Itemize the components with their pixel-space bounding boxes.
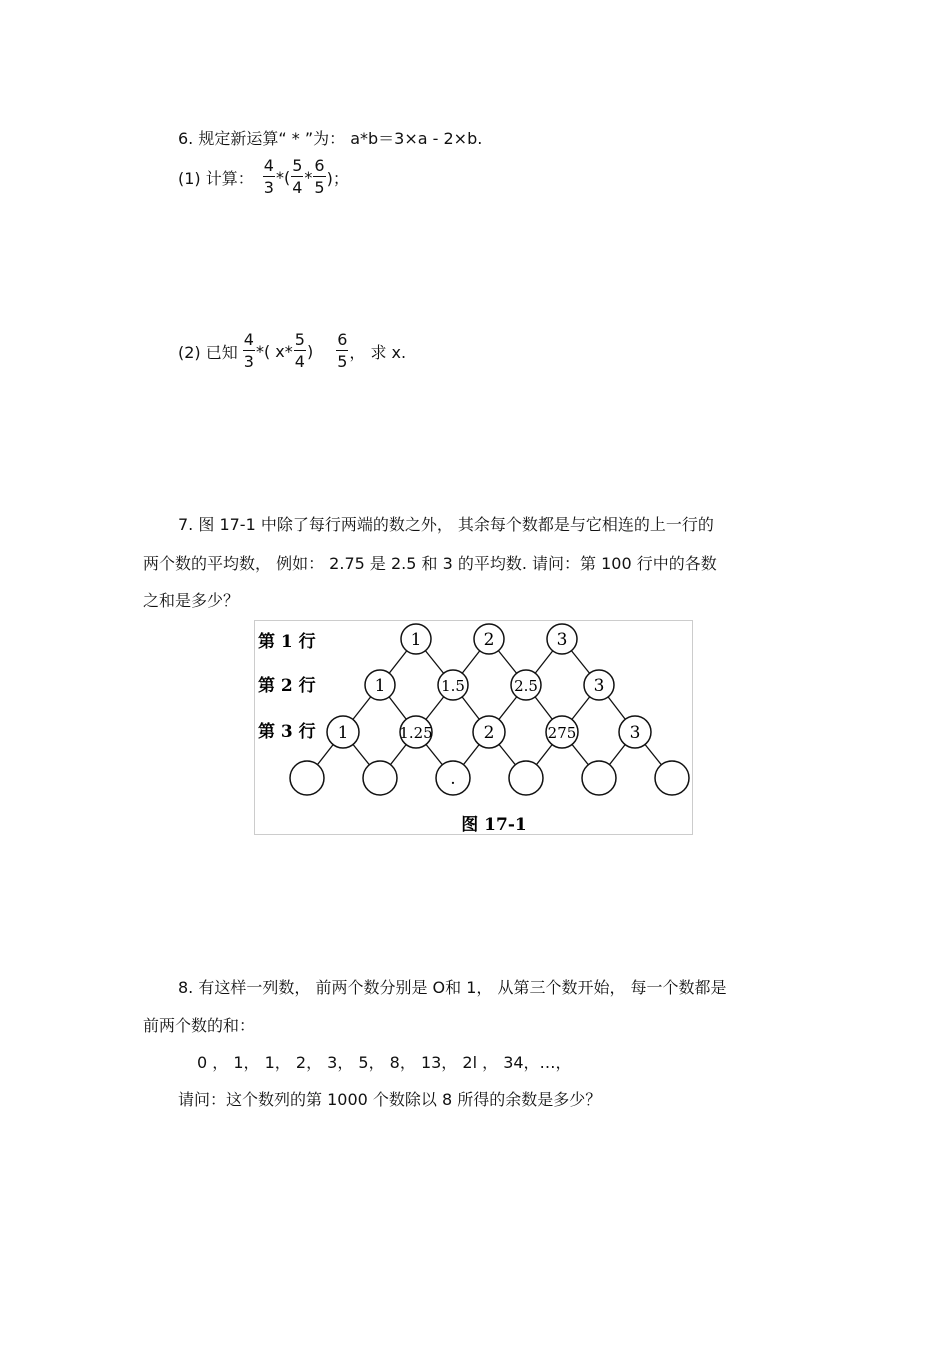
q8-line1: 8. 有这样一列数， 前两个数分别是 O和 1， 从第三个数开始， 每一个数都是: [178, 978, 727, 997]
node-circle: [290, 761, 324, 795]
node-value: 1.5: [441, 677, 465, 695]
q7-line3: 之和是多少？: [143, 591, 240, 610]
row-label-3: 第 3 行: [258, 722, 316, 742]
fraction-numerator: 5: [294, 330, 305, 349]
q6-part2-fraction-1: [243, 332, 255, 370]
q6-part2-fraction-2: [294, 332, 306, 370]
q8-sequence: 0 ， 1， 1， 2， 3， 5， 8， 13， 2l ， 34，…，: [197, 1053, 572, 1072]
q6-part2-op1: *( x*: [255, 341, 293, 361]
fraction-denominator: 5: [314, 178, 325, 197]
node-value: 1.25: [399, 724, 433, 742]
figure-17-1: [254, 620, 694, 835]
fraction-numerator: 4: [263, 156, 274, 175]
q6-part2: [178, 332, 406, 370]
fraction-denominator: 3: [263, 178, 274, 197]
node-value: 1: [374, 676, 386, 696]
node-value: 2: [483, 723, 495, 743]
q6-part2-fraction-3: [336, 332, 348, 370]
q7-line2: 两个数的平均数， 例如： 2.75 是 2.5 和 3 的平均数. 请问：第 100 行中的各数: [143, 554, 717, 573]
q6-part1-fraction-1: [263, 158, 275, 196]
node-value: 2: [483, 630, 495, 650]
node-value: 275: [547, 724, 577, 742]
q6-part1-label: (1) 计算：: [178, 168, 254, 188]
fraction-numerator: 6: [337, 330, 348, 349]
node-value: 2.5: [514, 677, 538, 695]
figure-caption: 图 17-1: [461, 815, 527, 835]
fraction-numerator: 5: [292, 156, 303, 175]
q6-part1-end: )；: [326, 168, 349, 188]
q6-title: 6. 规定新运算“ * ”为： a*b＝3×a - 2×b.: [178, 129, 483, 148]
node-circle: [655, 761, 689, 795]
row-label-2: 第 2 行: [258, 676, 316, 696]
fraction-numerator: 6: [314, 156, 325, 175]
node-value: 1: [337, 723, 349, 743]
q6-part1-fraction-2: [291, 158, 303, 196]
row-label-1: 第 1 行: [258, 632, 316, 652]
node-value: .: [450, 769, 456, 789]
q6-part1-fraction-3: [313, 158, 325, 196]
node-circle: [509, 761, 543, 795]
node-value: 3: [629, 723, 641, 743]
q6-part2-op2: ): [306, 341, 314, 361]
q8-line2: 前两个数的和：: [143, 1016, 256, 1035]
node-value: 3: [556, 630, 568, 650]
node-value: 3: [593, 676, 605, 696]
q7-line1: 7. 图 17-1 中除了每行两端的数之外， 其余每个数都是与它相连的上一行的: [178, 515, 714, 534]
fraction-denominator: 3: [243, 352, 254, 371]
fraction-denominator: 4: [294, 352, 305, 371]
q6-part1: [178, 158, 349, 196]
fraction-denominator: 4: [292, 178, 303, 197]
q6-part2-end: ， 求 x.: [349, 342, 407, 362]
q6-part1-op1: *(: [275, 167, 291, 187]
fraction-numerator: 4: [243, 330, 254, 349]
node-circle: [582, 761, 616, 795]
q8-question: 请问：这个数列的第 1000 个数除以 8 所得的余数是多少？: [178, 1090, 602, 1109]
q6-part1-op2: *: [304, 167, 313, 187]
q6-part2-label: (2) 已知: [178, 342, 238, 362]
node-value: 1: [410, 630, 422, 650]
fraction-denominator: 5: [337, 352, 348, 371]
node-circle: [363, 761, 397, 795]
